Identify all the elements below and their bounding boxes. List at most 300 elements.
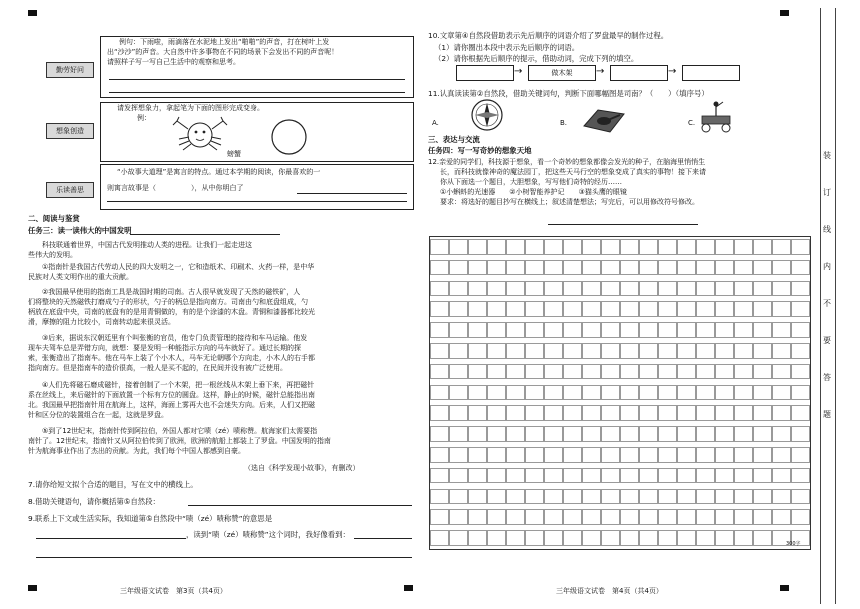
grid-cell[interactable] — [696, 468, 715, 484]
grid-cell[interactable] — [525, 301, 544, 317]
grid-cell[interactable] — [639, 489, 658, 505]
grid-cell[interactable] — [791, 260, 810, 276]
grid-cell[interactable] — [449, 426, 468, 442]
grid-cell[interactable] — [658, 364, 677, 380]
grid-cell[interactable] — [582, 364, 601, 380]
grid-cell[interactable] — [449, 343, 468, 359]
grid-cell[interactable] — [734, 530, 753, 546]
grid-cell[interactable] — [487, 281, 506, 297]
grid-cell[interactable] — [639, 447, 658, 463]
grid-cell[interactable] — [658, 260, 677, 276]
grid-cell[interactable] — [430, 239, 449, 255]
grid-cell[interactable] — [430, 405, 449, 421]
grid-cell[interactable] — [696, 364, 715, 380]
grid-cell[interactable] — [658, 509, 677, 525]
grid-cell[interactable] — [715, 260, 734, 276]
grid-cell[interactable] — [658, 301, 677, 317]
grid-cell[interactable] — [487, 405, 506, 421]
grid-cell[interactable] — [753, 364, 772, 380]
grid-cell[interactable] — [487, 509, 506, 525]
grid-cell[interactable] — [525, 239, 544, 255]
grid-cell[interactable] — [430, 301, 449, 317]
answer-line[interactable] — [109, 88, 405, 93]
grid-cell[interactable] — [677, 509, 696, 525]
grid-cell[interactable] — [696, 509, 715, 525]
grid-cell[interactable] — [487, 468, 506, 484]
grid-cell[interactable] — [506, 260, 525, 276]
grid-cell[interactable] — [677, 405, 696, 421]
grid-cell[interactable] — [734, 322, 753, 338]
grid-cell[interactable] — [563, 530, 582, 546]
grid-cell[interactable] — [506, 385, 525, 401]
process-box[interactable] — [610, 65, 668, 81]
grid-cell[interactable] — [753, 239, 772, 255]
grid-cell[interactable] — [620, 530, 639, 546]
grid-cell[interactable] — [563, 509, 582, 525]
grid-cell[interactable] — [734, 447, 753, 463]
grid-cell[interactable] — [487, 343, 506, 359]
grid-cell[interactable] — [734, 509, 753, 525]
grid-cell[interactable] — [677, 364, 696, 380]
grid-cell[interactable] — [525, 385, 544, 401]
grid-cell[interactable] — [601, 447, 620, 463]
grid-cell[interactable] — [449, 530, 468, 546]
grid-cell[interactable] — [734, 405, 753, 421]
grid-cell[interactable] — [639, 530, 658, 546]
grid-cell[interactable] — [601, 343, 620, 359]
grid-cell[interactable] — [658, 530, 677, 546]
grid-cell[interactable] — [563, 301, 582, 317]
grid-cell[interactable] — [658, 239, 677, 255]
grid-cell[interactable] — [658, 281, 677, 297]
grid-cell[interactable] — [525, 426, 544, 442]
answer-line[interactable] — [36, 538, 186, 539]
grid-cell[interactable] — [563, 426, 582, 442]
grid-cell[interactable] — [563, 364, 582, 380]
grid-cell[interactable] — [487, 364, 506, 380]
grid-cell[interactable] — [544, 405, 563, 421]
grid-cell[interactable] — [506, 239, 525, 255]
grid-cell[interactable] — [715, 385, 734, 401]
grid-cell[interactable] — [639, 301, 658, 317]
grid-cell[interactable] — [734, 281, 753, 297]
grid-cell[interactable] — [715, 364, 734, 380]
answer-line[interactable] — [107, 201, 407, 202]
grid-cell[interactable] — [601, 364, 620, 380]
grid-cell[interactable] — [772, 447, 791, 463]
grid-cell[interactable] — [544, 260, 563, 276]
grid-cell[interactable] — [563, 468, 582, 484]
option-a-label[interactable]: A. — [432, 119, 439, 127]
grid-cell[interactable] — [449, 364, 468, 380]
grid-cell[interactable] — [449, 385, 468, 401]
grid-cell[interactable] — [544, 489, 563, 505]
grid-cell[interactable] — [772, 260, 791, 276]
process-box[interactable] — [682, 65, 740, 81]
grid-cell[interactable] — [468, 281, 487, 297]
grid-cell[interactable] — [506, 530, 525, 546]
grid-cell[interactable] — [772, 281, 791, 297]
grid-cell[interactable] — [791, 405, 810, 421]
grid-cell[interactable] — [620, 364, 639, 380]
grid-cell[interactable] — [715, 426, 734, 442]
grid-cell[interactable] — [658, 468, 677, 484]
grid-cell[interactable] — [658, 343, 677, 359]
grid-cell[interactable] — [430, 281, 449, 297]
grid-cell[interactable] — [753, 405, 772, 421]
grid-cell[interactable] — [658, 426, 677, 442]
grid-cell[interactable] — [772, 385, 791, 401]
grid-cell[interactable] — [677, 447, 696, 463]
grid-cell[interactable] — [791, 322, 810, 338]
grid-cell[interactable] — [506, 322, 525, 338]
grid-cell[interactable] — [715, 530, 734, 546]
grid-cell[interactable] — [696, 322, 715, 338]
grid-cell[interactable] — [582, 281, 601, 297]
grid-cell[interactable] — [791, 343, 810, 359]
grid-cell[interactable] — [696, 405, 715, 421]
grid-cell[interactable] — [601, 468, 620, 484]
grid-cell[interactable] — [563, 447, 582, 463]
grid-cell[interactable] — [772, 301, 791, 317]
grid-cell[interactable] — [525, 530, 544, 546]
grid-cell[interactable] — [753, 322, 772, 338]
grid-cell[interactable] — [449, 260, 468, 276]
grid-cell[interactable] — [525, 343, 544, 359]
grid-cell[interactable] — [620, 405, 639, 421]
grid-cell[interactable] — [753, 260, 772, 276]
grid-cell[interactable] — [449, 489, 468, 505]
answer-line[interactable] — [188, 505, 412, 506]
grid-cell[interactable] — [620, 301, 639, 317]
answer-line[interactable] — [297, 193, 407, 194]
grid-cell[interactable] — [582, 385, 601, 401]
grid-cell[interactable] — [772, 364, 791, 380]
grid-cell[interactable] — [544, 239, 563, 255]
grid-cell[interactable] — [715, 322, 734, 338]
grid-cell[interactable] — [696, 260, 715, 276]
grid-cell[interactable] — [601, 385, 620, 401]
grid-cell[interactable] — [753, 426, 772, 442]
grid-cell[interactable] — [696, 281, 715, 297]
grid-cell[interactable] — [715, 489, 734, 505]
grid-cell[interactable] — [658, 447, 677, 463]
grid-cell[interactable] — [715, 468, 734, 484]
essay-writing-grid[interactable] — [429, 236, 811, 550]
grid-cell[interactable] — [582, 343, 601, 359]
grid-cell[interactable] — [715, 281, 734, 297]
answer-line[interactable] — [109, 73, 405, 80]
grid-cell[interactable] — [734, 301, 753, 317]
grid-cell[interactable] — [544, 281, 563, 297]
grid-cell[interactable] — [601, 322, 620, 338]
grid-cell[interactable] — [449, 239, 468, 255]
sinan-spoon-icon[interactable] — [580, 104, 626, 134]
grid-cell[interactable] — [620, 281, 639, 297]
grid-cell[interactable] — [544, 343, 563, 359]
grid-cell[interactable] — [487, 489, 506, 505]
grid-cell[interactable] — [544, 509, 563, 525]
grid-cell[interactable] — [430, 447, 449, 463]
grid-cell[interactable] — [506, 509, 525, 525]
grid-cell[interactable] — [449, 405, 468, 421]
grid-cell[interactable] — [601, 260, 620, 276]
grid-cell[interactable] — [677, 468, 696, 484]
grid-cell[interactable] — [658, 489, 677, 505]
grid-cell[interactable] — [468, 343, 487, 359]
grid-cell[interactable] — [468, 405, 487, 421]
grid-cell[interactable] — [753, 489, 772, 505]
grid-cell[interactable] — [506, 343, 525, 359]
grid-cell[interactable] — [658, 405, 677, 421]
grid-cell[interactable] — [525, 447, 544, 463]
grid-cell[interactable] — [677, 281, 696, 297]
option-c-label[interactable]: C. — [688, 119, 696, 127]
grid-cell[interactable] — [696, 447, 715, 463]
grid-cell[interactable] — [696, 489, 715, 505]
grid-cell[interactable] — [544, 426, 563, 442]
grid-cell[interactable] — [677, 301, 696, 317]
grid-cell[interactable] — [468, 426, 487, 442]
grid-cell[interactable] — [677, 426, 696, 442]
grid-cell[interactable] — [715, 509, 734, 525]
grid-cell[interactable] — [791, 426, 810, 442]
grid-cell[interactable] — [639, 281, 658, 297]
grid-cell[interactable] — [620, 447, 639, 463]
grid-cell[interactable] — [601, 509, 620, 525]
answer-line[interactable] — [354, 538, 412, 539]
grid-cell[interactable] — [525, 489, 544, 505]
grid-cell[interactable] — [715, 343, 734, 359]
grid-cell[interactable] — [487, 260, 506, 276]
article-title-line[interactable] — [130, 234, 280, 235]
grid-cell[interactable] — [677, 530, 696, 546]
grid-cell[interactable] — [772, 343, 791, 359]
grid-cell[interactable] — [430, 509, 449, 525]
grid-cell[interactable] — [563, 239, 582, 255]
grid-cell[interactable] — [563, 385, 582, 401]
grid-cell[interactable] — [696, 301, 715, 317]
grid-cell[interactable] — [791, 447, 810, 463]
grid-cell[interactable] — [430, 385, 449, 401]
grid-cell[interactable] — [525, 364, 544, 380]
grid-cell[interactable] — [506, 426, 525, 442]
grid-cell[interactable] — [563, 343, 582, 359]
grid-cell[interactable] — [544, 530, 563, 546]
grid-cell[interactable] — [696, 239, 715, 255]
grid-cell[interactable] — [468, 239, 487, 255]
grid-cell[interactable] — [506, 468, 525, 484]
grid-cell[interactable] — [639, 385, 658, 401]
grid-cell[interactable] — [753, 281, 772, 297]
grid-cell[interactable] — [449, 322, 468, 338]
option-b-label[interactable]: B. — [560, 119, 568, 127]
grid-cell[interactable] — [639, 239, 658, 255]
grid-cell[interactable] — [620, 385, 639, 401]
grid-cell[interactable] — [468, 489, 487, 505]
grid-cell[interactable] — [772, 239, 791, 255]
grid-cell[interactable] — [563, 322, 582, 338]
grid-cell[interactable] — [525, 281, 544, 297]
grid-cell[interactable] — [791, 239, 810, 255]
grid-cell[interactable] — [772, 322, 791, 338]
grid-cell[interactable] — [601, 281, 620, 297]
grid-cell[interactable] — [430, 364, 449, 380]
grid-cell[interactable] — [582, 468, 601, 484]
grid-cell[interactable] — [791, 385, 810, 401]
grid-cell[interactable] — [487, 385, 506, 401]
grid-cell[interactable] — [487, 447, 506, 463]
grid-cell[interactable] — [449, 281, 468, 297]
grid-cell[interactable] — [582, 260, 601, 276]
grid-cell[interactable] — [639, 509, 658, 525]
grid-cell[interactable] — [449, 509, 468, 525]
grid-cell[interactable] — [753, 530, 772, 546]
grid-cell[interactable] — [753, 343, 772, 359]
grid-cell[interactable] — [506, 489, 525, 505]
grid-cell[interactable] — [601, 301, 620, 317]
grid-cell[interactable] — [677, 343, 696, 359]
grid-cell[interactable] — [468, 509, 487, 525]
circle-shape-icon[interactable] — [269, 117, 309, 157]
grid-cell[interactable] — [487, 301, 506, 317]
grid-cell[interactable] — [791, 509, 810, 525]
grid-cell[interactable] — [487, 530, 506, 546]
grid-cell[interactable] — [582, 530, 601, 546]
grid-cell[interactable] — [734, 489, 753, 505]
grid-cell[interactable] — [449, 301, 468, 317]
grid-cell[interactable] — [772, 426, 791, 442]
grid-cell[interactable] — [582, 509, 601, 525]
grid-cell[interactable] — [791, 281, 810, 297]
grid-cell[interactable] — [753, 447, 772, 463]
grid-cell[interactable] — [544, 468, 563, 484]
grid-cell[interactable] — [753, 301, 772, 317]
grid-cell[interactable] — [468, 260, 487, 276]
grid-cell[interactable] — [639, 260, 658, 276]
grid-cell[interactable] — [791, 301, 810, 317]
grid-cell[interactable] — [582, 405, 601, 421]
grid-cell[interactable] — [696, 343, 715, 359]
grid-cell[interactable] — [525, 509, 544, 525]
grid-cell[interactable] — [582, 489, 601, 505]
grid-cell[interactable] — [487, 426, 506, 442]
grid-cell[interactable] — [525, 260, 544, 276]
grid-cell[interactable] — [772, 489, 791, 505]
grid-cell[interactable] — [620, 468, 639, 484]
grid-cell[interactable] — [620, 239, 639, 255]
grid-cell[interactable] — [696, 385, 715, 401]
grid-cell[interactable] — [772, 509, 791, 525]
grid-cell[interactable] — [487, 322, 506, 338]
grid-cell[interactable] — [430, 343, 449, 359]
grid-cell[interactable] — [506, 447, 525, 463]
grid-cell[interactable] — [639, 364, 658, 380]
grid-cell[interactable] — [696, 426, 715, 442]
grid-cell[interactable] — [620, 509, 639, 525]
grid-cell[interactable] — [639, 426, 658, 442]
grid-cell[interactable] — [544, 364, 563, 380]
grid-cell[interactable] — [582, 447, 601, 463]
grid-cell[interactable] — [544, 447, 563, 463]
grid-cell[interactable] — [582, 301, 601, 317]
grid-cell[interactable] — [715, 447, 734, 463]
grid-cell[interactable] — [601, 530, 620, 546]
grid-cell[interactable] — [715, 405, 734, 421]
grid-cell[interactable] — [639, 468, 658, 484]
grid-cell[interactable] — [601, 489, 620, 505]
grid-cell[interactable] — [677, 489, 696, 505]
grid-cell[interactable] — [639, 405, 658, 421]
grid-cell[interactable] — [468, 364, 487, 380]
grid-cell[interactable] — [601, 426, 620, 442]
grid-cell[interactable] — [430, 426, 449, 442]
grid-cell[interactable] — [563, 489, 582, 505]
grid-cell[interactable] — [753, 468, 772, 484]
grid-cell[interactable] — [601, 405, 620, 421]
grid-cell[interactable] — [506, 281, 525, 297]
grid-cell[interactable] — [639, 322, 658, 338]
grid-cell[interactable] — [677, 385, 696, 401]
grid-cell[interactable] — [563, 405, 582, 421]
grid-cell[interactable] — [715, 301, 734, 317]
essay-title-line[interactable] — [548, 224, 698, 225]
grid-cell[interactable] — [468, 322, 487, 338]
grid-cell[interactable] — [430, 530, 449, 546]
grid-cell[interactable] — [791, 468, 810, 484]
grid-cell[interactable] — [506, 301, 525, 317]
grid-cell[interactable] — [734, 260, 753, 276]
grid-cell[interactable] — [544, 322, 563, 338]
grid-cell[interactable] — [544, 301, 563, 317]
grid-cell[interactable] — [430, 260, 449, 276]
grid-cell[interactable] — [430, 468, 449, 484]
grid-cell[interactable] — [696, 530, 715, 546]
grid-cell[interactable] — [601, 239, 620, 255]
compass-icon[interactable] — [470, 98, 504, 132]
grid-cell[interactable] — [734, 385, 753, 401]
grid-cell[interactable] — [468, 468, 487, 484]
grid-cell[interactable] — [677, 260, 696, 276]
grid-cell[interactable] — [677, 239, 696, 255]
grid-cell[interactable] — [620, 489, 639, 505]
grid-cell[interactable] — [791, 364, 810, 380]
grid-cell[interactable] — [620, 343, 639, 359]
grid-cell[interactable] — [620, 260, 639, 276]
grid-cell[interactable] — [639, 343, 658, 359]
grid-cell[interactable] — [620, 426, 639, 442]
grid-cell[interactable] — [563, 281, 582, 297]
grid-cell[interactable] — [525, 468, 544, 484]
answer-line[interactable] — [36, 557, 412, 558]
grid-cell[interactable] — [677, 322, 696, 338]
grid-cell[interactable] — [430, 322, 449, 338]
grid-cell[interactable] — [468, 385, 487, 401]
grid-cell[interactable] — [506, 405, 525, 421]
grid-cell[interactable] — [715, 239, 734, 255]
grid-cell[interactable] — [487, 239, 506, 255]
grid-cell[interactable] — [525, 405, 544, 421]
grid-cell[interactable] — [506, 364, 525, 380]
grid-cell[interactable] — [772, 405, 791, 421]
grid-cell[interactable] — [734, 426, 753, 442]
grid-cell[interactable] — [658, 322, 677, 338]
grid-cell[interactable] — [449, 447, 468, 463]
grid-cell[interactable] — [544, 385, 563, 401]
grid-cell[interactable] — [468, 447, 487, 463]
grid-cell[interactable] — [620, 322, 639, 338]
grid-cell[interactable] — [734, 343, 753, 359]
